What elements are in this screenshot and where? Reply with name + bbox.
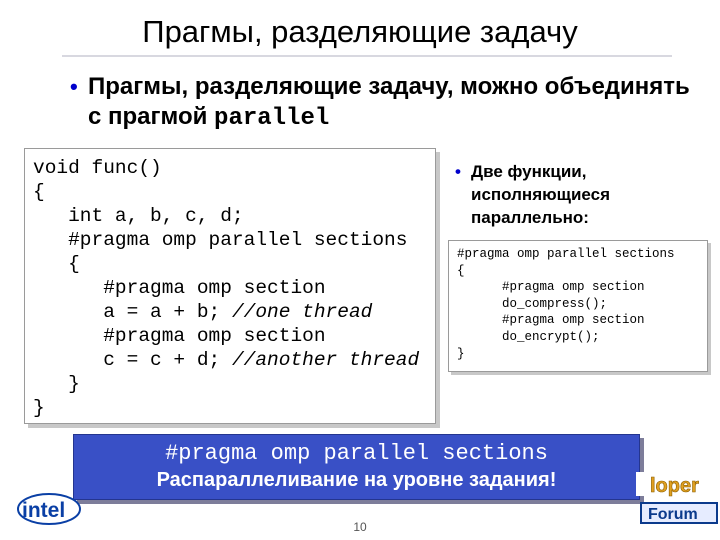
dev-logo-bottom-text: Forum	[648, 506, 698, 523]
dev-logo-top-text: loper	[650, 475, 699, 497]
main-bullet-part1: Прагмы, разделяющие задачу, можно объединять с прагмой	[88, 73, 690, 130]
code-right-text	[449, 241, 707, 362]
side-bullet-text: Две функции, исполняющиеся параллельно:	[471, 162, 611, 227]
code-example-right	[448, 240, 708, 372]
code-right-line: do_compress();	[457, 296, 608, 311]
code-right-line: #pragma omp section	[457, 280, 645, 295]
code-left-line: }	[33, 397, 45, 419]
code-right-line: }	[457, 346, 465, 361]
main-bullet-code: parallel	[214, 105, 330, 132]
main-bullet-text	[88, 72, 690, 134]
code-right-line: #pragma omp section	[457, 313, 645, 328]
code-left-line: {	[33, 181, 45, 203]
code-left-line: void func()	[33, 157, 162, 179]
title-divider	[62, 55, 672, 57]
summary-banner	[73, 434, 640, 500]
code-left-text	[25, 149, 435, 420]
intel-logo	[14, 488, 84, 528]
code-left-line: a = a + b; //one thread	[33, 301, 373, 323]
main-bullet	[70, 72, 690, 134]
code-left-line: }	[33, 373, 80, 395]
banner-line-2: Распараллеливание на уровне задания!	[156, 469, 557, 491]
developer-forum-logo	[636, 470, 720, 528]
code-right-line: {	[457, 263, 465, 278]
banner-line-1: #pragma omp parallel sections	[165, 441, 548, 466]
code-left-line: #pragma omp section	[33, 325, 326, 347]
side-bullet	[455, 160, 705, 229]
page-number: 10	[353, 520, 367, 534]
code-example-left	[24, 148, 436, 424]
code-left-line: {	[33, 253, 80, 275]
code-right-line: do_encrypt();	[457, 329, 600, 344]
code-left-line: #pragma omp parallel sections	[33, 229, 408, 251]
intel-logo-text: intel	[22, 499, 66, 522]
bullet-icon: •	[455, 162, 461, 181]
code-left-line: int a, b, c, d;	[33, 205, 244, 227]
code-left-line: #pragma omp section	[33, 277, 326, 299]
code-left-line: c = c + d; //another thread	[33, 349, 420, 371]
slide-title: Прагмы, разделяющие задачу	[142, 14, 578, 49]
bullet-icon: •	[70, 74, 78, 99]
code-right-line: #pragma omp parallel sections	[457, 247, 675, 261]
